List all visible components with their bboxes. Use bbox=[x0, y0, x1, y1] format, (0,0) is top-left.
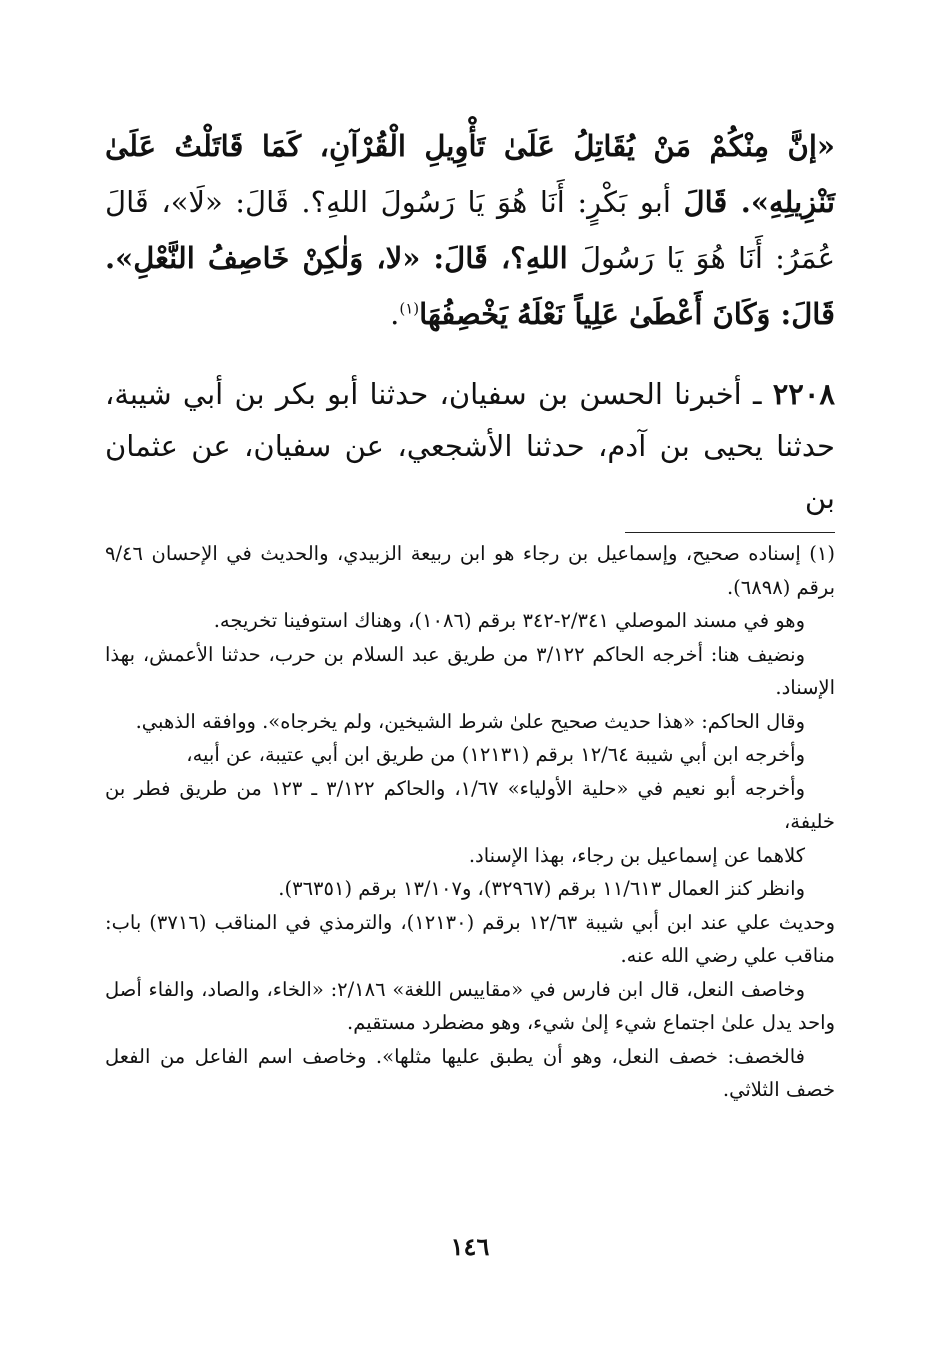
main-line-3: اللهِ؟، قَالَ: «لا، وَلٰكِنْ خَاصِفُ النَّعْلِ». قَالَ: وَكَانَ أَعْطَىٰ عَلِياً نَعْلَهُ bbox=[105, 241, 835, 331]
main-line-4: يَخْصِفُهَا bbox=[419, 297, 508, 331]
hadith-line-1: ـ أخبرنا الحسن بن سفيان، حدثنا أبو بكر بن أبي شيبة، bbox=[105, 377, 762, 411]
page-body bbox=[105, 118, 835, 1107]
footnote-paragraph: وأخرجه ابن أبي شيبة ١٢/٦٤ برقم (١٢١٣١) من طريق ابن أبي عتيبة، عن أبيه، bbox=[186, 743, 805, 766]
hadith-continuation-text bbox=[105, 118, 835, 342]
footnote-paragraph: كلاهما عن إسماعيل بن رجاء، بهذا الإسناد. bbox=[468, 843, 805, 867]
main-line-1: «إنَّ مِنْكُمْ مَنْ يُقَاتِلُ عَلَىٰ تَأْوِيلِ الْقُرْآنِ، كَمَا قَاتَلْتُ عَلَىٰ تَنْزِيلِهِ». قَالَ bbox=[105, 129, 835, 219]
main-line-2: أبو بَكْرٍ: أَنَا هُوَ يَا رَسُولَ اللهِ؟. قَالَ: «لَا»، قَالَ عُمَرُ: أَنَا هُوَ يَا رَسُولَ bbox=[105, 185, 836, 275]
footnote-ref: (١) bbox=[399, 299, 420, 318]
footnote-paragraph: وهو في مسند الموصلي ٢/٣٤١-٣٤٢ برقم (١٠٨٦)، وهناك استوفينا تخريجه. bbox=[213, 609, 805, 632]
footnote-paragraph: وأخرجه أبو نعيم في «حلية الأولياء» ١/٦٧، والحاكم ٣/١٢٢ ـ ١٢٣ من طريق فطر بن خليفة، bbox=[105, 776, 835, 833]
footnote-divider bbox=[625, 532, 835, 533]
hadith-line-2: حدثنا يحيى بن آدم، حدثنا الأشجعي، عن سفيان، عن عثمان بن bbox=[105, 429, 835, 515]
footnote-paragraph: فالخصف: خصف النعل، وهو أن يطبق عليها مثلها». وخاصف اسم الفاعل من الفعل خصف الثلاثي. bbox=[105, 1044, 835, 1101]
hadith-number: ٢٢٠٨ bbox=[772, 377, 836, 411]
footnotes bbox=[105, 537, 835, 1107]
hadith-2208 bbox=[105, 368, 835, 524]
footnote-paragraph: وانظر كنز العمال ١١/٦١٣ برقم (٣٢٩٦٧)، و١٣/١٠٧ برقم (٣٦٣٥١). bbox=[278, 877, 805, 900]
footnote-paragraph: وقال الحاكم: «هذا حديث صحيح علىٰ شرط الشيخين، ولم يخرجاه». ووافقه الذهبي. bbox=[135, 709, 805, 733]
footnote-paragraph: وخاصف النعل، قال ابن فارس في «مقاييس اللغة» ٢/١٨٦: «الخاء، والصاد، والفاء أصل واحد يدل علىٰ اجتماع شيء إلىٰ شيء، وهو مضطرد مستقيم. bbox=[105, 977, 835, 1034]
main-line-4-end: . bbox=[390, 297, 400, 331]
footnote-paragraph: ونضيف هنا: أخرجه الحاكم ٣/١٢٢ من طريق عبد السلام بن حرب، حدثنا الأعمش، بهذا الإسناد. bbox=[105, 642, 835, 699]
footnote-1: (١) إسناده صحيح، وإسماعيل بن رجاء هو ابن ربيعة الزبيدي، والحديث في الإحسان ٩/٤٦ برقم (٦٨٩٨). bbox=[105, 542, 835, 599]
footnote-paragraph: وحديث علي عند ابن أبي شيبة ١٢/٦٣ برقم (١٢١٣٠)، والترمذي في المناقب (٣٧١٦) باب: مناقب علي رضي الله عنه. bbox=[105, 910, 836, 967]
page-number: ١٤٦ bbox=[450, 1232, 490, 1261]
